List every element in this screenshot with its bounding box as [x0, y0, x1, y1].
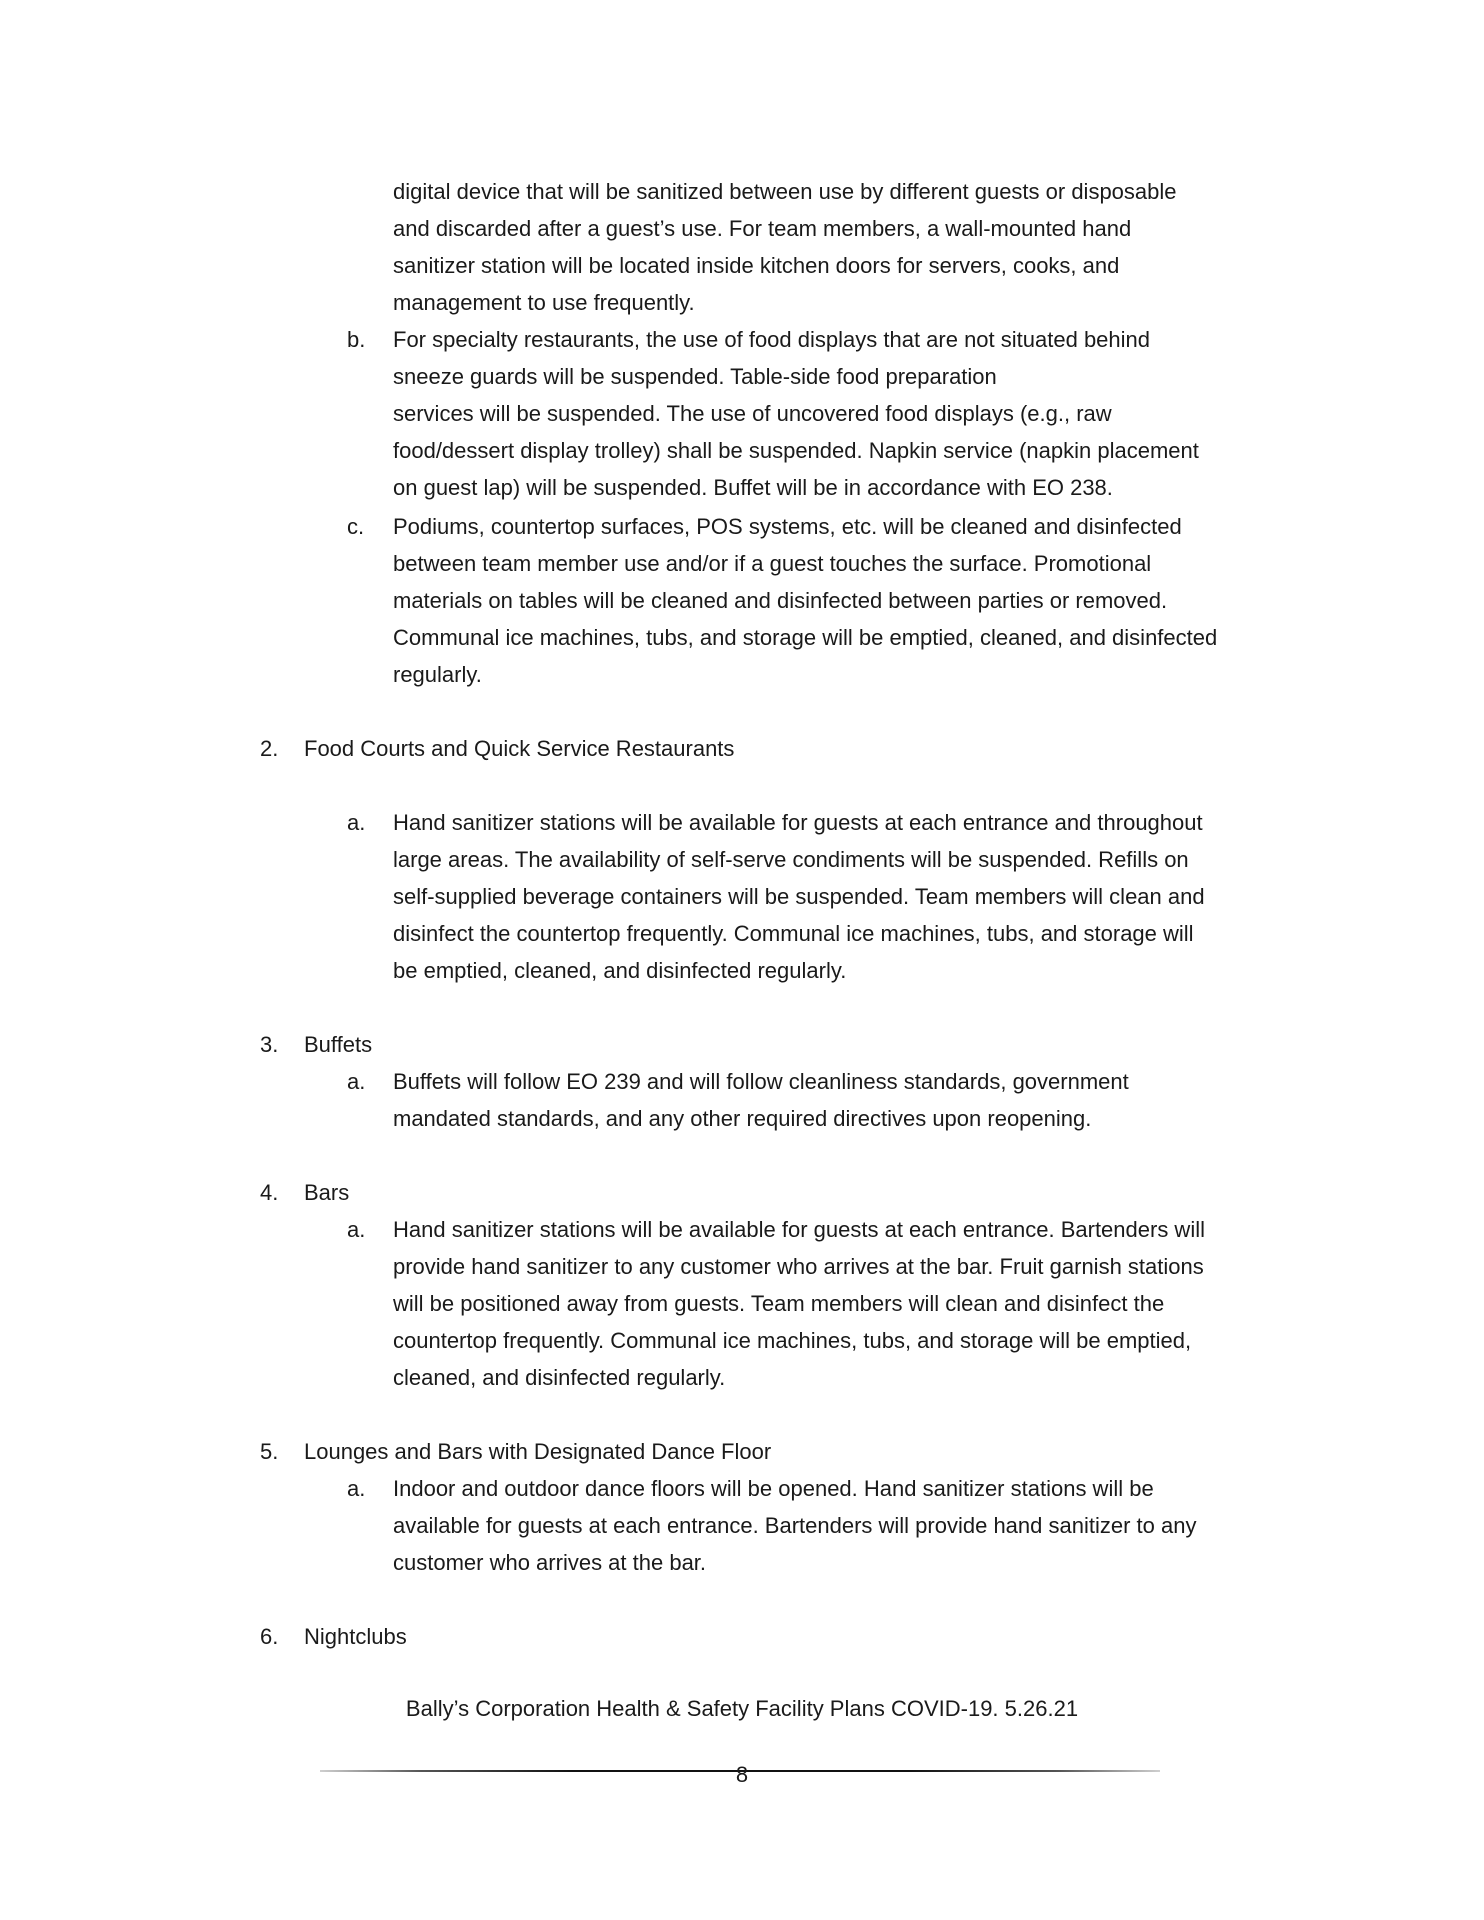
section3-item-line: mandated standards, and any other required directives upon reopening.	[393, 1106, 1092, 1131]
list-marker-a: a.	[347, 810, 366, 835]
item-b-line: For specialty restaurants, the use of food displays that are not situated behind	[393, 327, 1151, 352]
item-c-line: materials on tables will be cleaned and disinfected between parties or removed.	[393, 588, 1168, 613]
section-heading: Nightclubs	[304, 1624, 407, 1649]
section4-item-line: will be positioned away from guests. Team members will clean and disinfect the	[393, 1291, 1165, 1316]
intro-line: sanitizer station will be located inside kitchen doors for servers, cooks, and	[393, 253, 1120, 278]
item-b-line: on guest lap) will be suspended. Buffet will be in accordance with EO 238.	[393, 475, 1113, 500]
section-heading: Bars	[304, 1180, 350, 1205]
section-number: 5.	[260, 1439, 279, 1464]
intro-line: management to use frequently.	[393, 290, 695, 315]
section2-item-line: be emptied, cleaned, and disinfected regularly.	[393, 958, 847, 983]
item-c-line: Communal ice machines, tubs, and storage will be emptied, cleaned, and disinfected	[393, 625, 1218, 650]
section-number: 6.	[260, 1624, 279, 1649]
section-heading: Buffets	[304, 1032, 373, 1057]
item-c-line: regularly.	[393, 662, 482, 687]
list-marker-c: c.	[347, 514, 365, 539]
section-number: 3.	[260, 1032, 279, 1057]
section-heading: Food Courts and Quick Service Restaurants	[304, 736, 735, 761]
footer-text: Bally’s Corporation Health & Safety Facility Plans COVID-19. 5.26.21	[405, 1696, 1079, 1721]
list-marker-b: b.	[347, 327, 366, 352]
section2-item-line: Hand sanitizer stations will be available for guests at each entrance and throughout	[393, 810, 1203, 835]
section4-item-line: provide hand sanitizer to any customer who arrives at the bar. Fruit garnish stations	[393, 1254, 1204, 1279]
section5-item-line: available for guests at each entrance. Bartenders will provide hand sanitizer to any	[393, 1513, 1197, 1538]
item-b-line: services will be suspended. The use of uncovered food displays (e.g., raw	[393, 401, 1112, 426]
section2-item-line: disinfect the countertop frequently. Communal ice machines, tubs, and storage will	[393, 921, 1194, 946]
section3-item-line: Buffets will follow EO 239 and will follow cleanliness standards, government	[393, 1069, 1129, 1094]
item-c-line: Podiums, countertop surfaces, POS systems, etc. will be cleaned and disinfected	[393, 514, 1182, 539]
intro-line: digital device that will be sanitized between use by different guests or disposable	[393, 179, 1177, 204]
item-b-line: food/dessert display trolley) shall be suspended. Napkin service (napkin placement	[393, 438, 1199, 463]
section-heading: Lounges and Bars with Designated Dance Floor	[304, 1439, 772, 1464]
section2-item-line: self-supplied beverage containers will be suspended. Team members will clean and	[393, 884, 1205, 909]
section4-item-line: Hand sanitizer stations will be available for guests at each entrance. Bartenders will	[393, 1217, 1205, 1242]
list-marker-a: a.	[347, 1476, 366, 1501]
section5-item-line: Indoor and outdoor dance floors will be opened. Hand sanitizer stations will be	[393, 1476, 1154, 1501]
section-number: 2.	[260, 736, 279, 761]
section5-item-line: customer who arrives at the bar.	[393, 1550, 707, 1575]
section4-item-line: countertop frequently. Communal ice machines, tubs, and storage will be emptied,	[393, 1328, 1192, 1353]
item-c-line: between team member use and/or if a guest touches the surface. Promotional	[393, 551, 1152, 576]
section4-item-line: cleaned, and disinfected regularly.	[393, 1365, 726, 1390]
section2-item-line: large areas. The availability of self-serve condiments will be suspended. Refills on	[393, 847, 1189, 872]
item-b-line: sneeze guards will be suspended. Table-side food preparation	[393, 364, 997, 389]
list-marker-a: a.	[347, 1217, 366, 1242]
section-number: 4.	[260, 1180, 279, 1205]
page-number: 8	[735, 1762, 749, 1787]
intro-line: and discarded after a guest’s use. For team members, a wall-mounted hand	[393, 216, 1132, 241]
list-marker-a: a.	[347, 1069, 366, 1094]
